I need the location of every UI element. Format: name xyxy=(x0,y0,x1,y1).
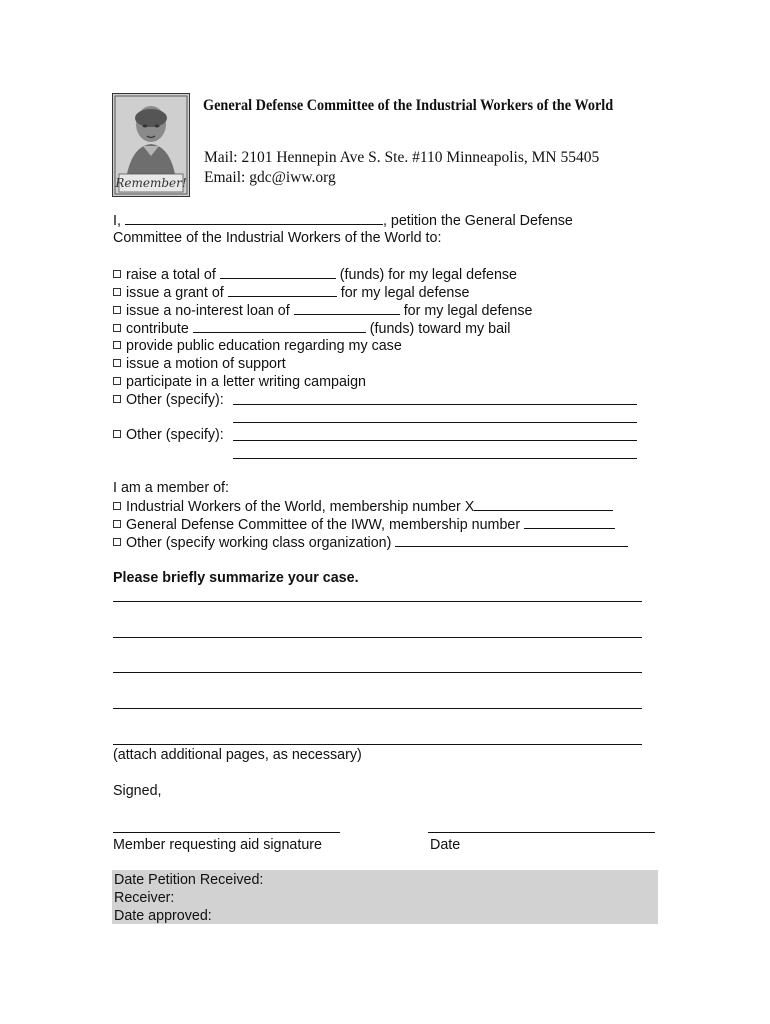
other1-field-line1[interactable] xyxy=(233,404,637,405)
date-approved-label: Date approved: xyxy=(114,908,212,924)
summary-line-5[interactable] xyxy=(113,744,642,745)
contribute-amount-field[interactable] xyxy=(193,319,366,333)
letter-label: participate in a letter writing campaign xyxy=(126,374,366,390)
iww-checkbox[interactable] xyxy=(113,502,121,510)
other1-label: Other (specify): xyxy=(126,392,224,408)
petition-intro-line2: Committee of the Industrial Workers of the World to: xyxy=(113,230,442,246)
iww-label: Industrial Workers of the World, membership number X xyxy=(126,499,475,515)
date-received-label: Date Petition Received: xyxy=(114,872,264,888)
receiver-label: Receiver: xyxy=(114,890,175,906)
motion-checkbox[interactable] xyxy=(113,359,121,367)
gdc-number-field[interactable] xyxy=(524,515,615,529)
other-org-field[interactable] xyxy=(395,533,628,547)
date-field[interactable] xyxy=(428,832,655,833)
other1-checkbox[interactable] xyxy=(113,395,121,403)
intro-prefix: I, xyxy=(113,213,121,229)
remember-portrait-image xyxy=(113,94,189,196)
summary-line-1[interactable] xyxy=(113,601,642,602)
signed-label: Signed, xyxy=(113,783,162,799)
iww-logo xyxy=(112,93,190,197)
summary-line-3[interactable] xyxy=(113,672,642,673)
other1-field-line2[interactable] xyxy=(233,422,637,423)
petition-intro-line1 xyxy=(113,211,573,230)
contribute-suffix: (funds) toward my bail xyxy=(369,321,511,337)
summary-line-2[interactable] xyxy=(113,637,642,638)
loan-suffix: for my legal defense xyxy=(403,303,533,319)
grant-checkbox[interactable] xyxy=(113,288,121,296)
option-letter xyxy=(113,373,366,391)
member-other xyxy=(113,533,628,552)
intro-suffix: , petition the General Defense xyxy=(382,213,573,229)
option-contribute xyxy=(113,319,510,338)
gdc-checkbox[interactable] xyxy=(113,520,121,528)
raise-amount-field[interactable] xyxy=(220,265,336,279)
logo-text: Remember! xyxy=(115,176,187,190)
page-title: General Defense Committee of the Industrial Workers of the World xyxy=(203,97,614,114)
option-other-2 xyxy=(113,426,224,444)
summary-line-4[interactable] xyxy=(113,708,642,709)
loan-label: issue a no-interest loan of xyxy=(126,303,290,319)
loan-checkbox[interactable] xyxy=(113,306,121,314)
grant-amount-field[interactable] xyxy=(228,283,337,297)
other2-checkbox[interactable] xyxy=(113,430,121,438)
education-checkbox[interactable] xyxy=(113,341,121,349)
member-gdc xyxy=(113,515,615,534)
other2-field-line1[interactable] xyxy=(233,440,637,441)
other-org-label: Other (specify working class organization) xyxy=(126,535,392,551)
attach-note: (attach additional pages, as necessary) xyxy=(113,747,362,763)
motion-label: issue a motion of support xyxy=(126,356,286,372)
mail-address: Mail: 2101 Hennepin Ave S. Ste. #110 Minneapolis, MN 55405 xyxy=(204,149,600,166)
signature-label: Member requesting aid signature xyxy=(113,837,323,853)
option-motion xyxy=(113,355,286,373)
loan-amount-field[interactable] xyxy=(294,301,400,315)
grant-label: issue a grant of xyxy=(126,285,224,301)
office-use-box xyxy=(112,870,658,924)
raise-checkbox[interactable] xyxy=(113,270,121,278)
grant-suffix: for my legal defense xyxy=(340,285,470,301)
contribute-label: contribute xyxy=(126,321,189,337)
other-org-checkbox[interactable] xyxy=(113,538,121,546)
membership-heading: I am a member of: xyxy=(113,480,230,496)
iww-number-field[interactable] xyxy=(474,497,613,511)
option-loan xyxy=(113,301,532,320)
raise-label: raise a total of xyxy=(126,267,216,283)
signature-field[interactable] xyxy=(113,832,340,833)
other2-label: Other (specify): xyxy=(126,427,224,443)
name-field[interactable] xyxy=(125,211,383,225)
date-label: Date xyxy=(430,837,461,853)
raise-suffix: (funds) for my legal defense xyxy=(339,267,517,283)
option-raise xyxy=(113,265,517,284)
contribute-checkbox[interactable] xyxy=(113,324,121,332)
summary-heading: Please briefly summarize your case. xyxy=(113,570,359,586)
member-iww xyxy=(113,497,613,516)
other2-field-line2[interactable] xyxy=(233,458,637,459)
gdc-label: General Defense Committee of the IWW, membership number xyxy=(126,517,521,533)
email-address: Email: gdc@iww.org xyxy=(204,169,336,186)
option-grant xyxy=(113,283,469,302)
letter-checkbox[interactable] xyxy=(113,377,121,385)
option-other-1 xyxy=(113,391,224,409)
option-education xyxy=(113,337,402,355)
education-label: provide public education regarding my case xyxy=(126,338,402,354)
